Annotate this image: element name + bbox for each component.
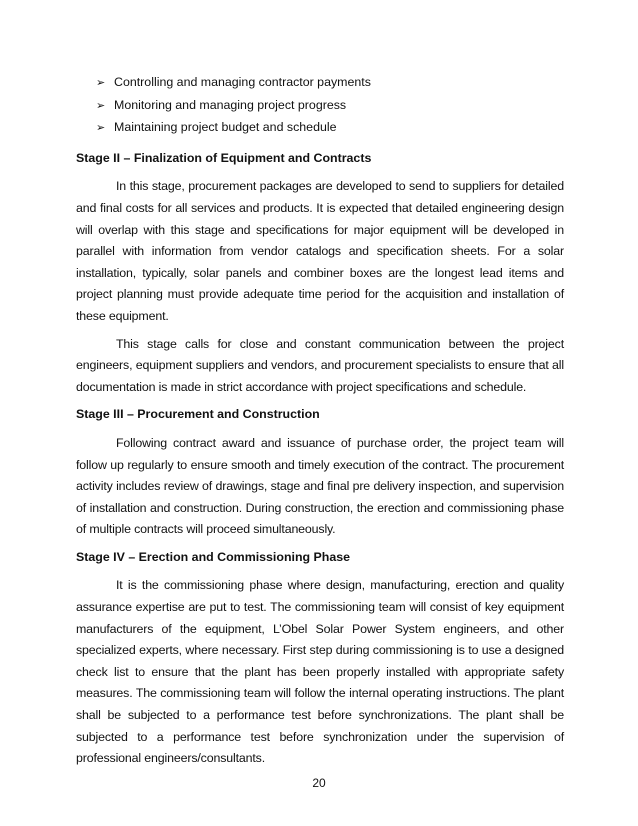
section-stage-3 <box>76 404 564 541</box>
body-paragraph: This stage calls for close and constant communication between the project engineers, equipment suppliers and vendors, and procurement specialists to ensure that all documentation is made in strict accordance with project specifications and schedule. <box>76 336 564 394</box>
list-item <box>96 95 564 118</box>
bullet-text: Monitoring and managing project progress <box>114 97 347 112</box>
bullet-text: Controlling and managing contractor payments <box>114 75 371 89</box>
arrow-bullet-icon: ➢ <box>96 122 106 135</box>
section-heading: Stage II – Finalization of Equipment and Contracts <box>76 150 372 165</box>
page-content <box>76 72 564 776</box>
section-heading: Stage IV – Erection and Commissioning Phase <box>76 549 351 564</box>
body-paragraph: It is the commissioning phase where design, manufacturing, erection and quality assurance expertise are put to test. The commissioning team will consist of key equipment manufacturers of the equipment, L’Obel Solar Power System engineers, and other specialized experts, where necessary. First step during commissioning is to use a designed check list to ensure that the plant has been properly installed with appropriate safety measures. The commissioning team will follow the internal operating instructions. The plant shall be subjected to a performance test before synchronizations. The plant shall be subjected to a performance test before synchronization under the supervision of professional engineers/consultants. <box>76 578 564 766</box>
arrow-bullet-icon: ➢ <box>96 99 106 112</box>
section-heading: Stage III – Procurement and Construction <box>76 407 320 422</box>
list-item <box>96 72 564 95</box>
section-stage-2 <box>76 148 564 399</box>
page-number: 20 <box>312 776 326 790</box>
arrow-bullet-icon: ➢ <box>96 77 106 89</box>
section-stage-4 <box>76 547 564 770</box>
list-item <box>96 117 564 140</box>
body-paragraph: Following contract award and issuance of purchase order, the project team will follow up regularly to ensure smooth and timely execution of the contract. The procurement activity includes review of drawings, stage and final pre delivery inspection, and supervision of installation and construction. During construction, the erection and commissioning phase of multiple contracts will proceed simultaneously. <box>76 435 564 537</box>
bullet-list <box>76 72 564 140</box>
bullet-text: Maintaining project budget and schedule <box>114 120 337 135</box>
body-paragraph: In this stage, procurement packages are developed to send to suppliers for detailed and final costs for all services and products. It is expected that detailed engineering design will overlap with this stage and specifications for major equipment will be developed in parallel with information from vendor catalogs and specification sheets. For a solar installation, typically, solar panels and combiner boxes are the longest lead items and project planning must provide adequate time period for the acquisition and installation of these equipment. <box>76 179 564 323</box>
